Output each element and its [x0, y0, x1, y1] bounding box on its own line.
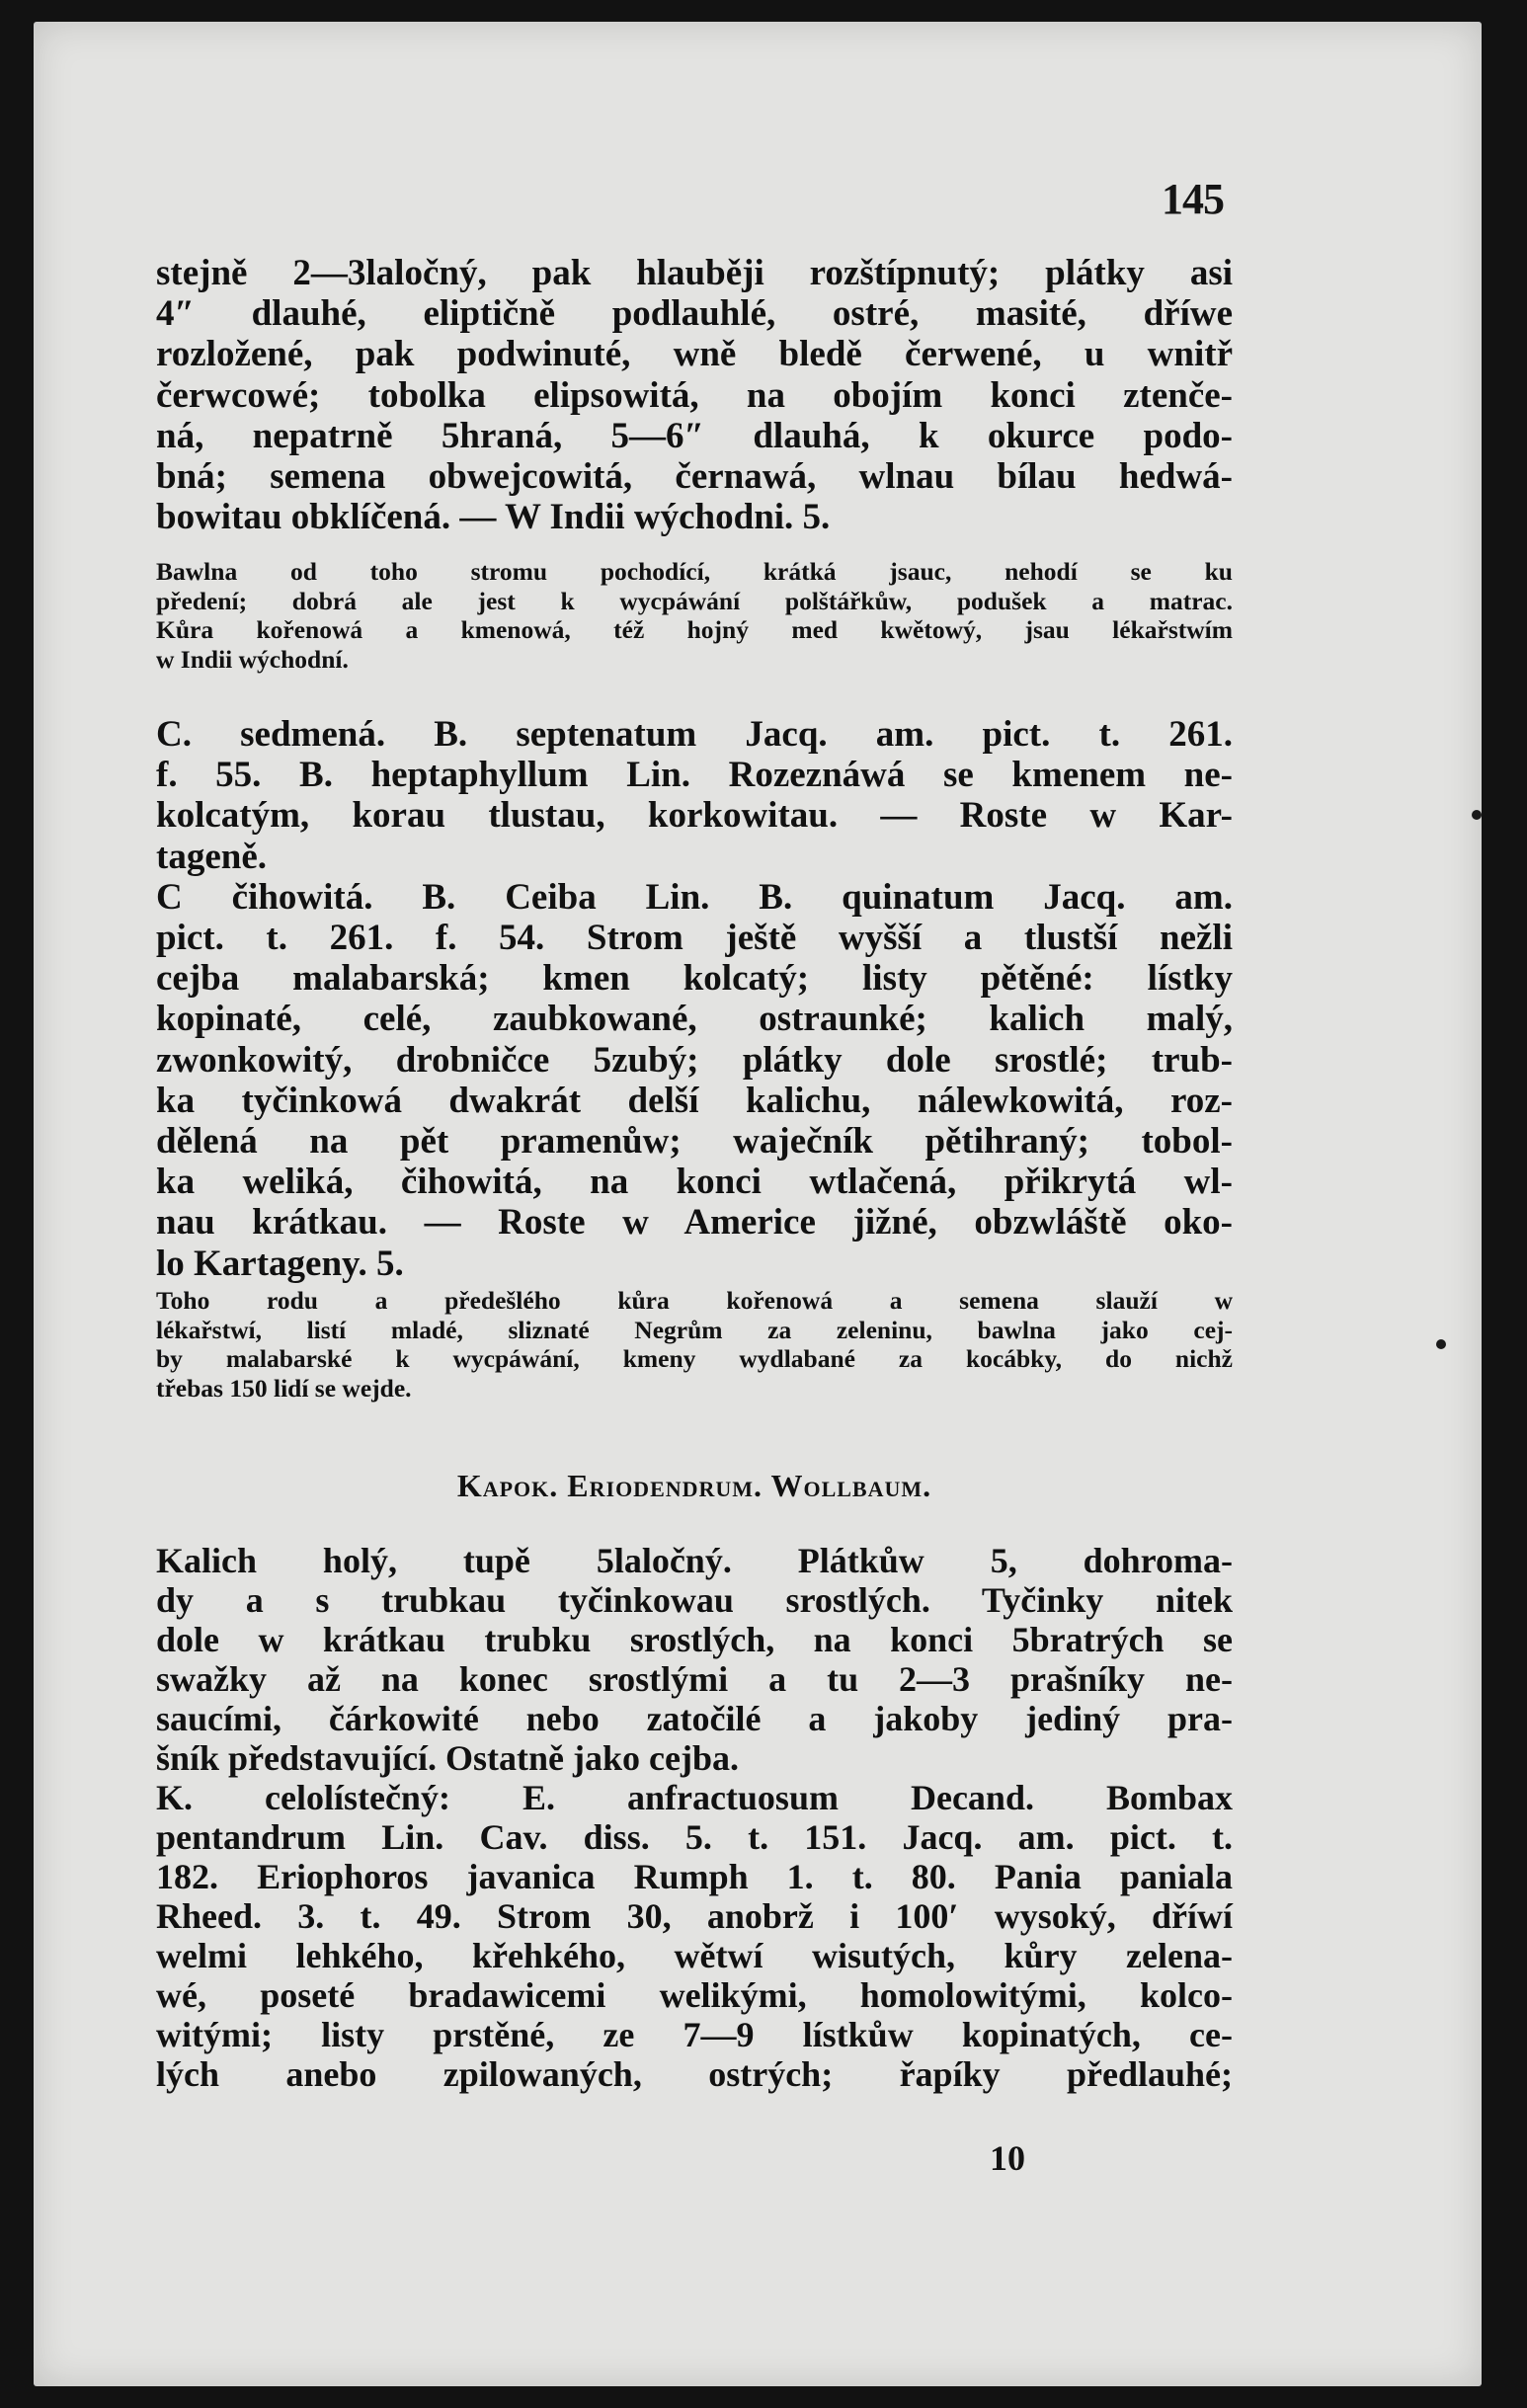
text-line: lých anebo zpilowaných, ostrých; řapíky předlauhé;: [156, 2054, 1233, 2094]
note-line: lékařstwí, listí mladé, sliznaté Negrům za zeleninu, bawlna jako cej-: [156, 1315, 1233, 1344]
text-line: dy a s trubkau tyčinkowau srostlých. Tyčinky nitek: [156, 1580, 1233, 1620]
text-line: zwonkowitý, drobničce 5zubý; plátky dole srostlé; trub-: [156, 1039, 1233, 1081]
ink-speck: [1472, 810, 1482, 820]
page-number: 145: [1162, 175, 1224, 223]
note-line: w Indii wýchodní.: [156, 644, 349, 674]
text-line: C. sedmená. B. septenatum Jacq. am. pict. t. 261.: [156, 714, 1233, 755]
note-line: by malabarské k wycpáwání, kmeny wydlabané za kocábky, do nichž: [156, 1344, 1233, 1373]
main-paragraph-3: [156, 1541, 1233, 2094]
text-line: stejně 2—3laločný, pak hlauběji rozštípnutý; plátky asi: [156, 253, 1233, 293]
note-line: Bawlna od toho stromu pochodící, krátká jsauc, nehodí se ku: [156, 557, 1233, 586]
text-line: tageně.: [156, 836, 267, 877]
book-page: [34, 22, 1482, 2386]
text-line: witými; listy prstěné, ze 7—9 lístkůw kopinatých, ce-: [156, 2015, 1233, 2054]
text-line: f. 55. B. heptaphyllum Lin. Rozeznáwá se kmenem ne-: [156, 755, 1233, 796]
text-line: dělená na pět pramenůw; waječník pětihraný; tobol-: [156, 1121, 1233, 1163]
text-line: šník představující. Ostatně jako cejba.: [156, 1738, 740, 1778]
signature-mark: 10: [990, 2138, 1025, 2178]
section-heading: Kapok. Eriodendrum. Wollbaum.: [456, 1468, 932, 1503]
note-line: Toho rodu a předešlého kůra kořenowá a semena slauží w: [156, 1286, 1233, 1315]
main-paragraph-2: [156, 714, 1233, 1284]
ink-speck: [1436, 1339, 1446, 1349]
note-line: předení; dobrá ale jest k wycpáwání polštářkůw, podušek a matrac.: [156, 586, 1233, 615]
text-line: ná, nepatrně 5hraná, 5—6″ dlauhá, k okurce podo-: [156, 415, 1233, 456]
text-line: pict. t. 261. f. 54. Strom ještě wyšší a tlustší nežli: [156, 918, 1233, 959]
text-line: wé, poseté bradawicemi welikými, homolowitými, kolco-: [156, 1975, 1233, 2015]
text-line: ka weliká, čihowitá, na konci wtlačená, přikrytá wl-: [156, 1162, 1233, 1203]
main-paragraph-1: [156, 253, 1233, 537]
text-line: ka tyčinkowá dwakrát delší kalichu, nálewkowitá, roz-: [156, 1080, 1233, 1121]
text-line: welmi lehkého, křehkého, wětwí wisutých, kůry zelena-: [156, 1936, 1233, 1975]
note-paragraph-2: [156, 1286, 1233, 1403]
text-line: C čihowitá. B. Ceiba Lin. B. quinatum Jacq. am.: [156, 876, 1233, 918]
text-line: K. celolístečný: E. anfractuosum Decand. Bombax: [156, 1778, 1233, 1817]
text-line: Kalich holý, tupě 5laločný. Plátkůw 5, dohroma-: [156, 1541, 1233, 1580]
text-line: cejba malabarská; kmen kolcatý; listy pětěné: lístky: [156, 958, 1233, 1000]
text-line: pentandrum Lin. Cav. diss. 5. t. 151. Jacq. am. pict. t.: [156, 1817, 1233, 1857]
text-line: čerwcowé; tobolka elipsowitá, na obojím konci ztenče-: [156, 374, 1233, 416]
text-line: kopinaté, celé, zaubkowané, ostraunké; kalich malý,: [156, 999, 1233, 1040]
text-line: lo Kartageny. 5.: [156, 1243, 404, 1284]
text-line: nau krátkau. — Roste w Americe jižné, obzwláště oko-: [156, 1202, 1233, 1244]
text-line: swažky až na konec srostlými a tu 2—3 prašníky ne-: [156, 1659, 1233, 1699]
text-line: 4″ dlauhé, eliptičně podlauhlé, ostré, masité, dříwe: [156, 293, 1233, 335]
text-line: dole w krátkau trubku srostlých, na konci 5bratrých se: [156, 1620, 1233, 1659]
text-line: bowitau obklíčená. — W Indii wýchodni. 5.: [156, 497, 831, 538]
note-paragraph-1: [156, 557, 1233, 674]
text-line: saucími, čárkowité nebo zatočilé a jakoby jediný pra-: [156, 1699, 1233, 1738]
note-line: Kůra kořenowá a kmenowá, též hojný med kwětowý, jsau lékařstwím: [156, 615, 1233, 644]
note-line: třebas 150 lidí se wejde.: [156, 1373, 412, 1403]
text-line: rozložené, pak podwinuté, wně bledě čerwené, u wnitř: [156, 334, 1233, 375]
text-line: bná; semena obwejcowitá, černawá, wlnau bílau hedwá-: [156, 456, 1233, 498]
text-line: 182. Eriophoros javanica Rumph 1. t. 80. Pania paniala: [156, 1857, 1233, 1896]
text-line: kolcatým, korau tlustau, korkowitau. — Roste w Kar-: [156, 795, 1233, 837]
text-line: Rheed. 3. t. 49. Strom 30, anobrž i 100′ wysoký, dříwí: [156, 1896, 1233, 1936]
